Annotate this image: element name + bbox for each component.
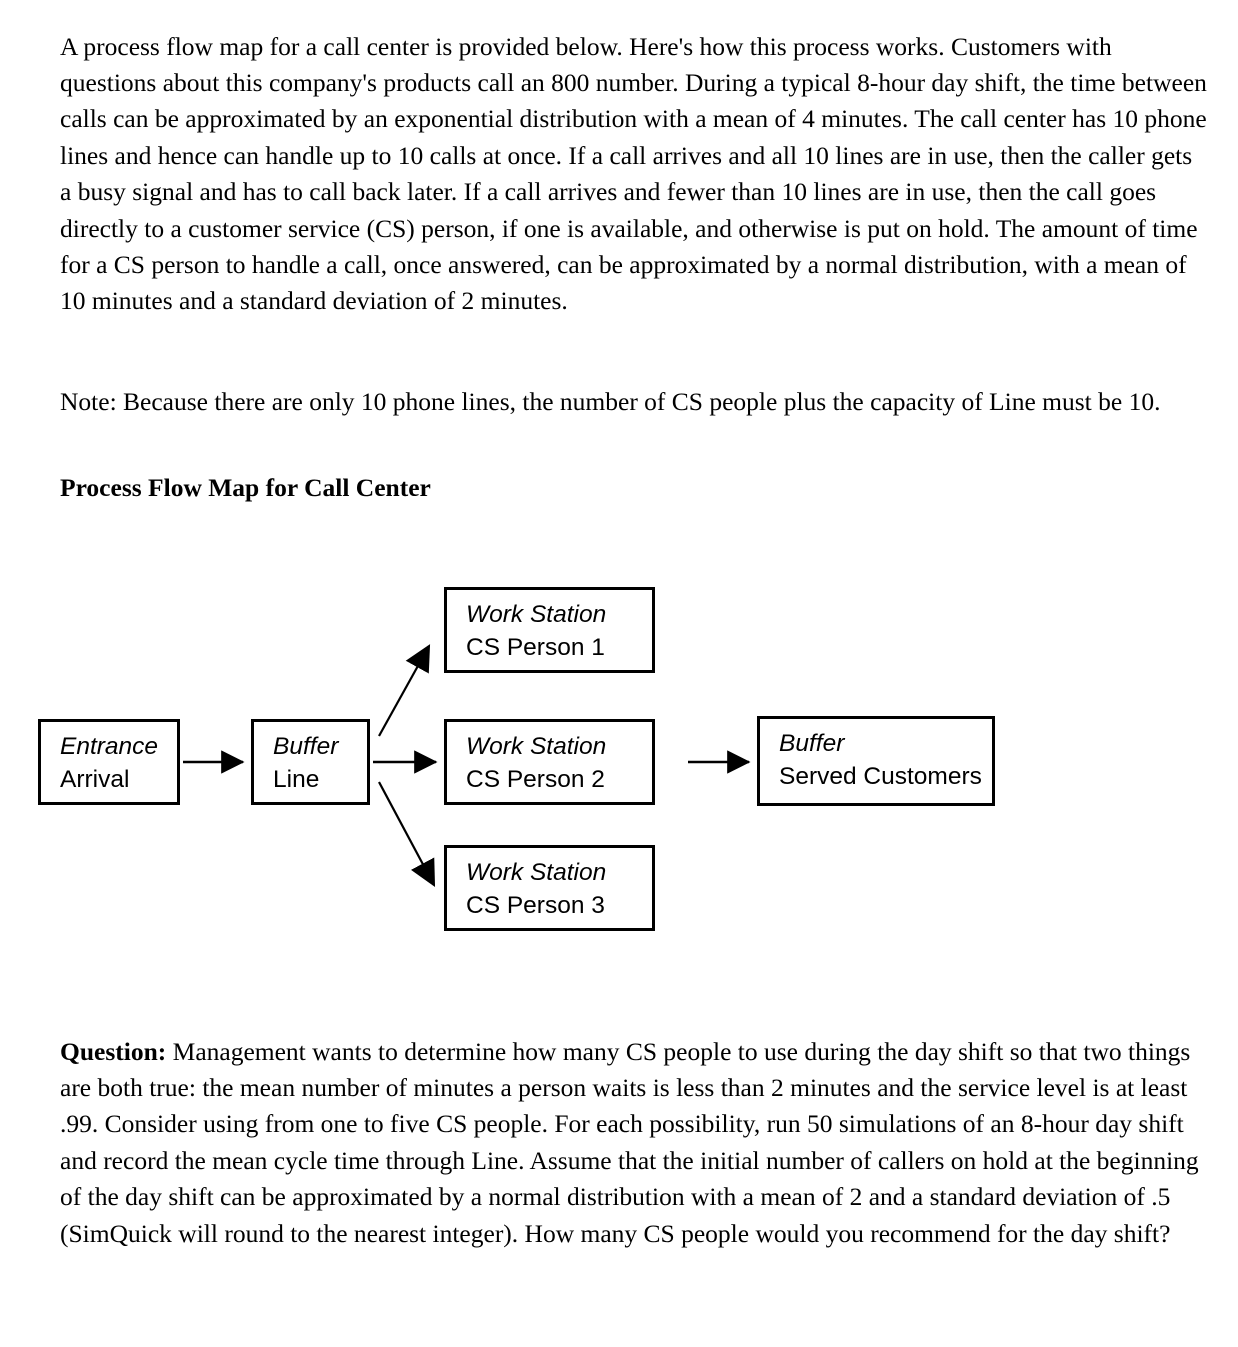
flow-node-type: Entrance bbox=[60, 733, 159, 760]
flow-node-name: CS Person 3 bbox=[466, 892, 605, 919]
flow-node-name: Arrival bbox=[60, 766, 130, 793]
flow-node-work-station-cs-person-3[interactable] bbox=[444, 845, 655, 931]
flow-node-type: Work Station bbox=[466, 733, 607, 760]
question-label: Question: bbox=[60, 1036, 167, 1066]
process-flow-diagram bbox=[0, 560, 1238, 960]
question-paragraph bbox=[60, 1034, 1208, 1252]
question-body: Management wants to determine how many CS people to use during the day shift so that two things are both true: the mean number of minutes a person waits is less than 2 minutes and the service level is at least .99. Consider using from one to five CS people. For each possibility, run 50 simulations of an 8-hour day shift and record the mean cycle time through Line. Assume that the initial number of callers on hold at the beginning of the day shift can be approximated by a normal distribution with a mean of 2 and a standard deviation of .5 (SimQuick will round to the nearest integer). How many CS people would you recommend for the day shift? bbox=[60, 1036, 1199, 1248]
process-flow-map-heading: Process Flow Map for Call Center bbox=[60, 472, 431, 502]
flow-node-work-station-cs-person-1[interactable] bbox=[444, 587, 655, 673]
flow-node-name: Served Customers bbox=[779, 763, 982, 790]
flow-node-name: CS Person 2 bbox=[466, 766, 605, 793]
flow-node-type: Work Station bbox=[466, 859, 607, 886]
flow-node-entrance-arrival[interactable] bbox=[38, 719, 180, 805]
flow-node-type: Work Station bbox=[466, 601, 607, 628]
flow-node-name: Line bbox=[273, 766, 320, 793]
flow-node-work-station-cs-person-2[interactable] bbox=[444, 719, 655, 805]
note-paragraph: Note: Because there are only 10 phone lines, the number of CS people plus the capacity of Line must be 10. bbox=[60, 386, 1161, 416]
flow-node-name: CS Person 1 bbox=[466, 634, 605, 661]
flow-node-buffer-served-customers[interactable] bbox=[757, 716, 995, 806]
flow-node-buffer-line[interactable] bbox=[251, 719, 370, 805]
flow-node-type: Buffer bbox=[273, 733, 339, 760]
arrow-buffer-line-to-cs3 bbox=[379, 782, 434, 885]
arrow-buffer-line-to-cs1 bbox=[379, 646, 429, 736]
intro-paragraph: A process flow map for a call center is provided below. Here's how this process works. Customers with questions about this company's products call an 800 number. During a typical 8-hour day shift, the time between calls can be approximated by an exponential distribution with a mean of 4 minutes. The call center has 10 phone lines and hence can handle up to 10 calls at once. If a call arrives and all 10 lines are in use, then the caller gets a busy signal and has to call back later. If a call arrives and fewer than 10 lines are in use, then the call goes directly to a customer service (CS) person, if one is available, and otherwise is put on hold. The amount of time for a CS person to handle a call, once answered, can be approximated by a normal distribution, with a mean of 10 minutes and a standard deviation of 2 minutes. bbox=[60, 31, 1207, 316]
flow-node-type: Buffer bbox=[779, 730, 845, 757]
